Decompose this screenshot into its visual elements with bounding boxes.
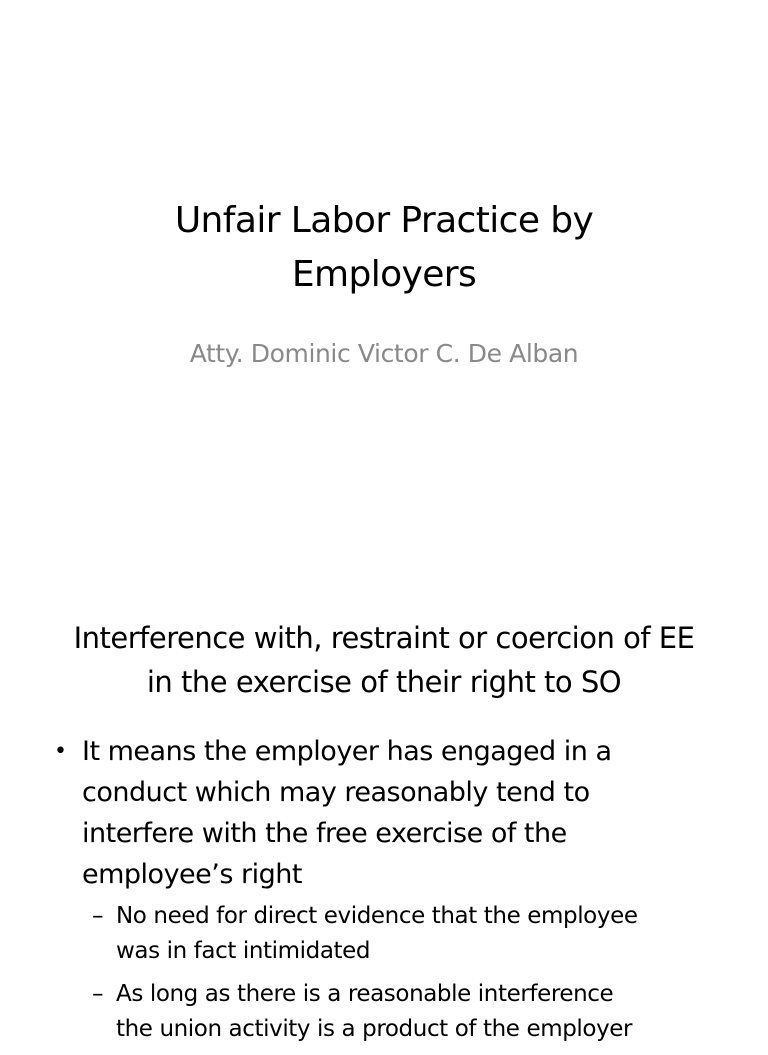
slide-title-line-1: Unfair Labor Practice by [174,200,594,241]
sub-bullet-item [0,977,708,1047]
sub-bullet-list [82,899,708,1047]
slide-heading-line-2: in the exercise of their right to SO [146,665,622,699]
content-slide [0,576,768,1042]
sub-bullet-text: No need for direct evidence that the employee was in fact intimidated [116,903,638,964]
dash-icon: – [92,981,104,1007]
slide-title-line-2: Employers [291,254,477,295]
bullet-list [0,731,768,1055]
slide-heading-line-1: Interference with, restraint or coercion of EE [73,621,695,655]
dash-icon: – [92,903,104,929]
slide-title [40,194,728,302]
sub-bullet-item [0,899,708,969]
bullet-icon: • [54,739,67,764]
sub-bullet-text: As long as there is a reasonable interference the union activity is a product of the employer [116,981,633,1042]
slide-subtitle: Atty. Dominic Victor C. De Alban [189,339,579,368]
bullet-item [0,731,768,1047]
bullet-text: It means the employer has engaged in a conduct which may reasonably tend to interfere with the free exercise of the employee’s right [82,736,612,890]
slide-heading [20,616,748,704]
